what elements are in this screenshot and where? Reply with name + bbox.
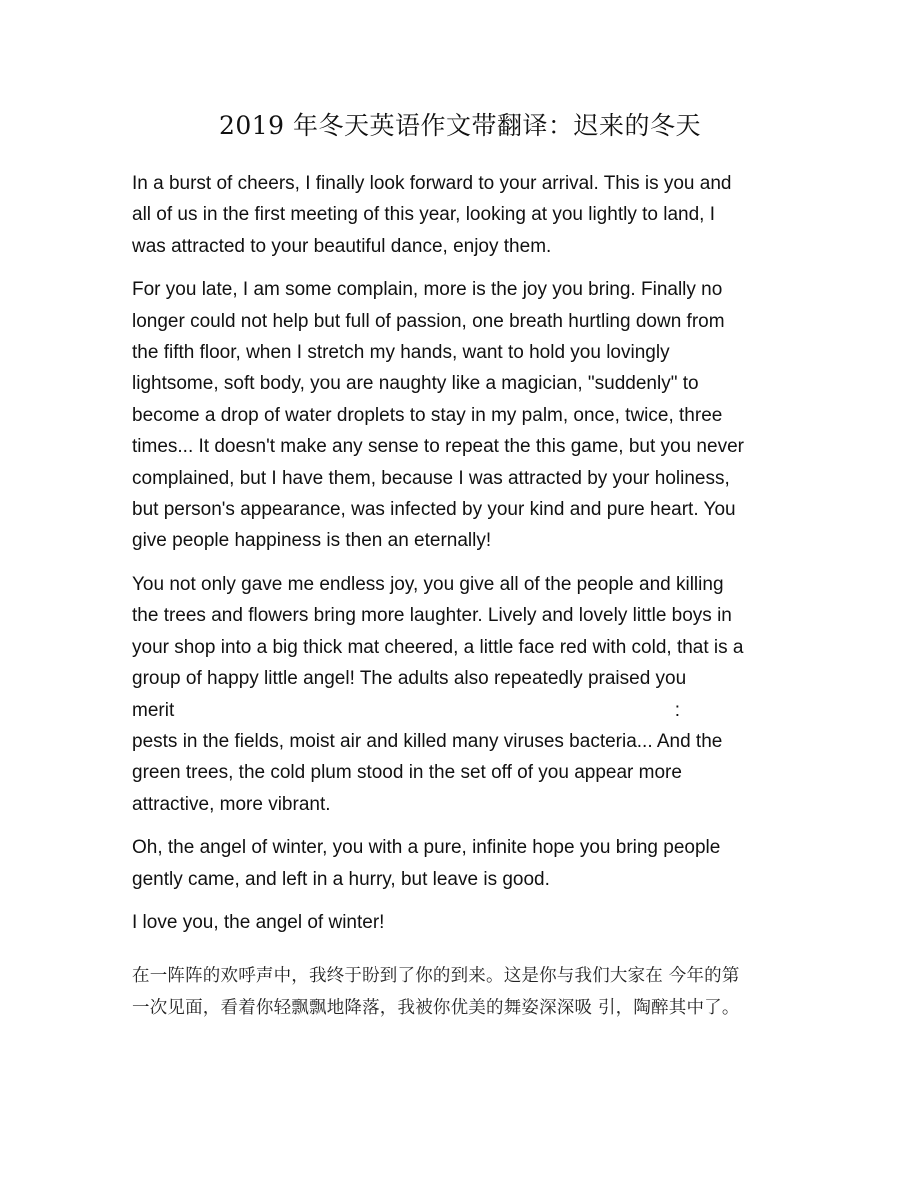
page-title: 2019 年冬天英语作文带翻译：迟来的冬天 [218,111,702,140]
paragraph-3-merit-colon: : [674,699,680,721]
chinese-paragraph: 在一阵阵的欢呼声中，我终于盼到了你的到来。这是你与我们大家在 今年的第一次见面，看着你轻飘飘地降落，我被你优美的舞姿深深吸 引，陶醉其中了。 [132,966,740,1019]
paragraph-3-merit-line [132,695,680,726]
paragraph-5: I love you, the angel of winter! [132,911,385,933]
paragraph-3-lead: You not only gave me endless joy, you give all of the people and killing the trees and flowers bring more laughter. Lively and lovely little boys in your shop into a big thick mat cheered, a little face red with cold, that is a group of happy little angel! The adults also repeatedly praised you [132,573,744,690]
paragraph-2: For you late, I am some complain, more is the joy you bring. Finally no longer could not help but full of passion, one breath hurtling down from the fifth floor, when I stretch my hands, want to hold you lovingly lightsome, soft body, you are naughty like a magician, "suddenly" to become a drop of water droplets to stay in my palm, once, twice, three times... It doesn't make any sense to repeat the this game, but you never complained, but I have them, because I was attracted by your holiness, but person's appearance, was infected by your kind and pure heart. You give people happiness is then an eternally! [132,279,744,552]
paragraph-3 [132,569,748,820]
document-body [132,168,748,1024]
paragraph-3-rest: pests in the fields, moist air and killed many viruses bacteria... And the green trees, the cold plum stood in the set off of you appear more attractive, more vibrant. [132,730,723,815]
paragraph-4: Oh, the angel of winter, you with a pure, infinite hope you bring people gently came, and left in a hurry, but leave is good. [132,837,721,890]
paragraph-3-merit-word: merit [132,699,175,721]
paragraph-1: In a burst of cheers, I finally look forward to your arrival. This is you and all of us in the first meeting of this year, looking at you lightly to land, I was attracted to your beautiful dance, enjoy them. [132,173,732,257]
